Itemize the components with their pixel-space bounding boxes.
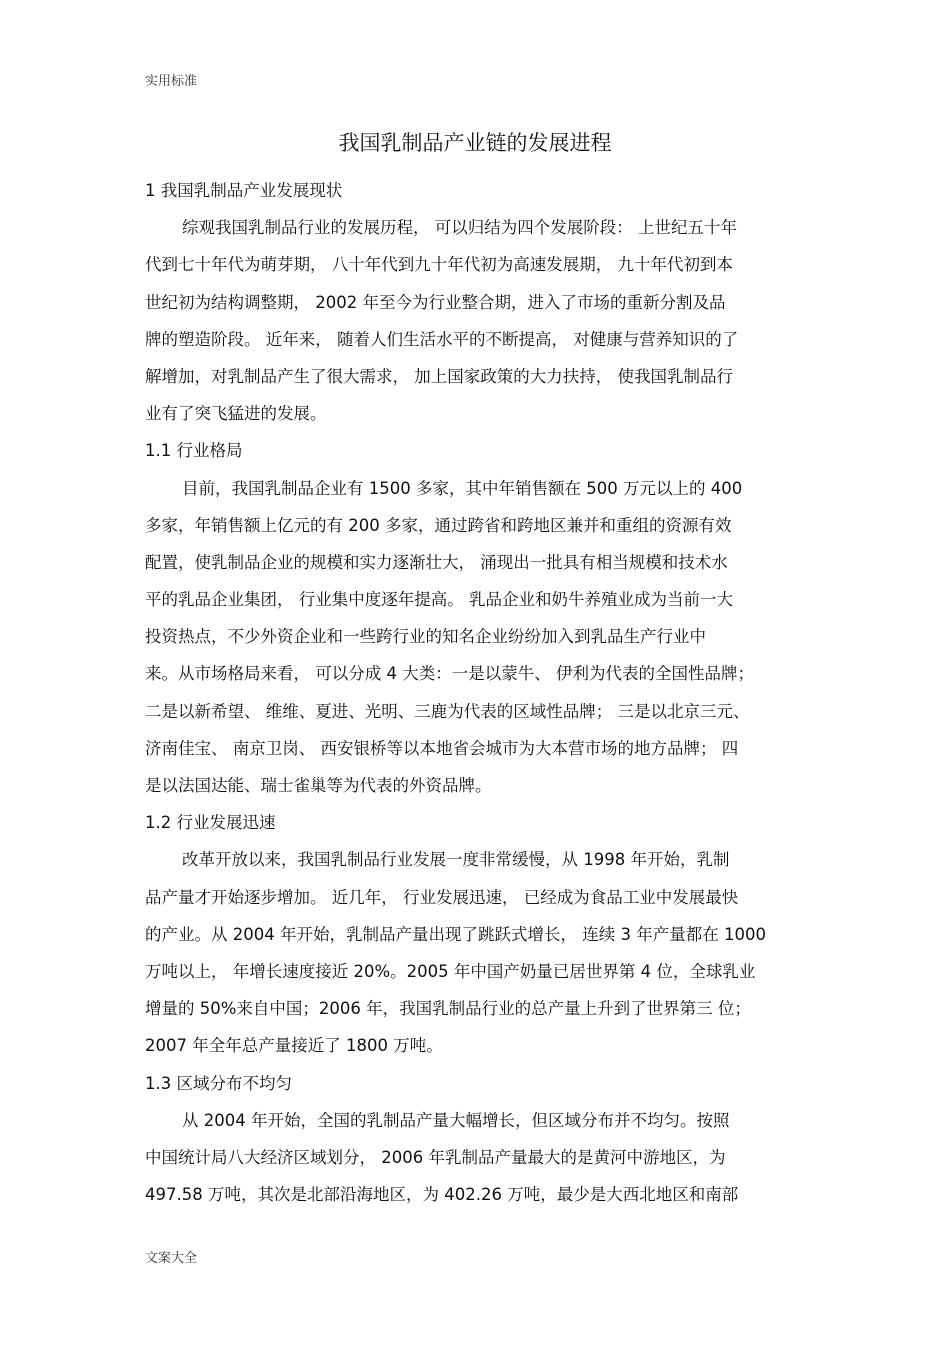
section-heading: 1.3 区域分布不均匀	[145, 1073, 292, 1093]
paragraph-line: 来。从市场格局来看， 可以分成 4 大类：一是以蒙牛、 伊利为代表的全国性品牌；	[145, 664, 754, 684]
paragraph-line: 目前，我国乳制品企业有 1500 多家，其中年销售额在 500 万元以上的 400	[182, 478, 743, 498]
section-heading: 1 我国乳制品产业发展现状	[145, 181, 343, 200]
paragraph-line: 平的乳品企业集团， 行业集中度逐年提高。 乳品企业和奶牛养殖业成为当前一大	[145, 590, 733, 610]
page-header: 实用标准	[145, 74, 198, 89]
paragraph-line: 多家，年销售额上亿元的有 200 多家，通过跨省和跨地区兼并和重组的资源有效	[145, 515, 732, 535]
document-title: 我国乳制品产业链的发展进程	[338, 131, 612, 155]
paragraph-line: 配置，使乳制品企业的规模和实力逐渐壮大， 涌现出一批具有相当规模和技术水	[145, 552, 728, 572]
paragraph-line: 投资热点，不少外资企业和一些跨行业的知名企业纷纷加入到乳品生产行业中	[145, 627, 706, 647]
paragraph-line: 增量的 50%来自中国；2006 年，我国乳制品行业的总产量上升到了世界第三 位；	[145, 999, 751, 1019]
section-heading: 1.2 行业发展迅速	[145, 813, 276, 833]
section-heading: 1.1 行业格局	[145, 441, 243, 461]
paragraph-line: 的产业。从 2004 年开始，乳制品产量出现了跳跃式增长， 连续 3 年产量都在 1000	[145, 924, 766, 944]
paragraph-line: 从 2004 年开始，全国的乳制品产量大幅增长，但区域分布并不均匀。按照	[182, 1110, 730, 1130]
page-footer: 文案大全	[145, 1251, 198, 1266]
paragraph-line: 综观我国乳制品行业的发展历程， 可以归结为四个发展阶段： 上世纪五十年	[182, 218, 737, 238]
paragraph-line: 业有了突飞猛进的发展。	[145, 404, 327, 424]
paragraph-line: 改革开放以来，我国乳制品行业发展一度非常缓慢，从 1998 年开始，乳制	[182, 850, 730, 870]
document-body	[145, 172, 810, 1213]
paragraph-line: 解增加，对乳制品产生了很大需求， 加上国家政策的大力扶持， 使我国乳制品行	[145, 366, 733, 386]
paragraph-line: 牌的塑造阶段。 近年来， 随着人们生活水平的不断提高， 对健康与营养知识的了	[145, 329, 739, 349]
paragraph-line: 是以法国达能、瑞士雀巢等为代表的外资品牌。	[145, 776, 492, 795]
paragraph-line: 二是以新希望、 维维、夏进、光明、三鹿为代表的区域性品牌； 三是以北京三元、	[145, 701, 750, 721]
paragraph-line: 万吨以上， 年增长速度接近 20%。2005 年中国产奶量已居世界第 4 位，全球乳业	[145, 961, 756, 981]
paragraph-line: 济南佳宝、 南京卫岗、 西安银桥等以本地省会城市为大本营市场的地方品牌； 四	[145, 738, 739, 758]
paragraph-line: 497.58 万吨，其次是北部沿海地区，为 402.26 万吨，最少是大西北地区和南部	[145, 1185, 739, 1205]
paragraph-line: 代到七十年代为萌芽期， 八十年代到九十年代初为高速发展期， 九十年代初到本	[145, 255, 733, 275]
paragraph-line: 2007 年全年总产量接近了 1800 万吨。	[145, 1036, 443, 1056]
paragraph-line: 世纪初为结构调整期， 2002 年至今为行业整合期，进入了市场的重新分割及品	[145, 292, 726, 312]
paragraph-line: 品产量才开始逐步增加。 近几年， 行业发展迅速， 已经成为食品工业中发展最快	[145, 887, 739, 907]
paragraph-line: 中国统计局八大经济区域划分， 2006 年乳制品产量最大的是黄河中游地区，为	[145, 1147, 726, 1167]
